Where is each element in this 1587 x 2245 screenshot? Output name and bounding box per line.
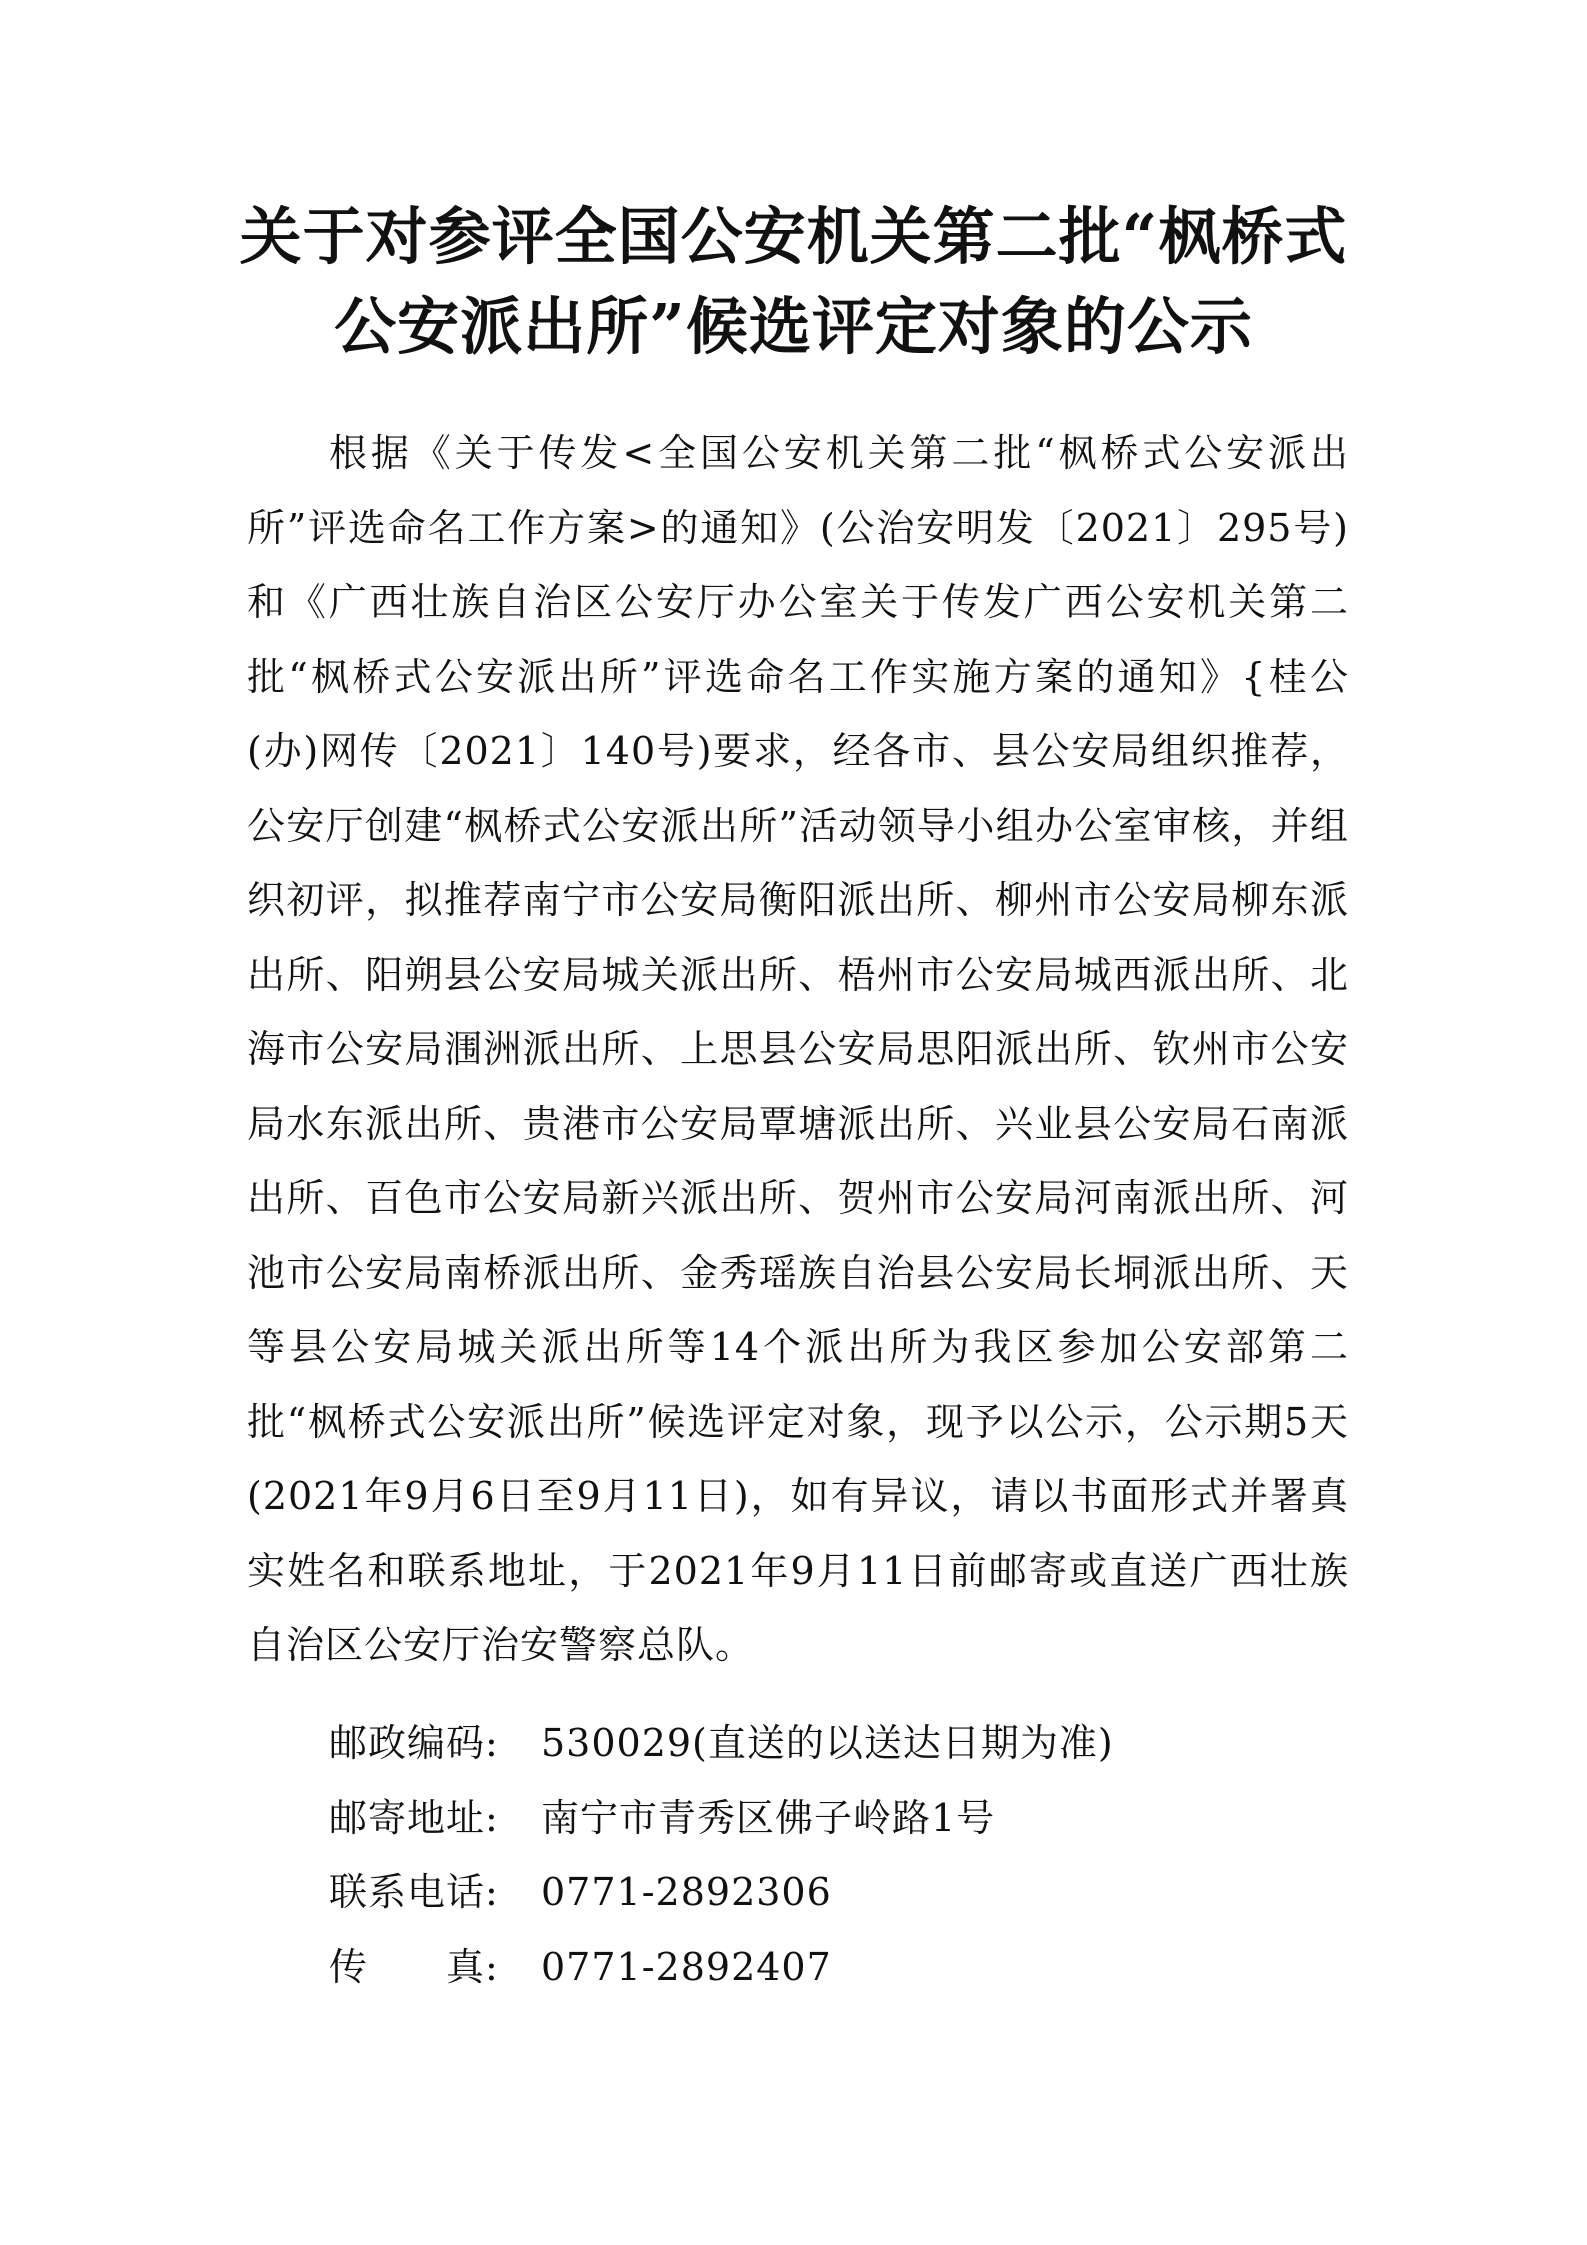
contact-row-fax — [329, 1930, 1329, 2005]
fax-value: 0771-2892407 — [541, 1944, 832, 1989]
body-paragraph: 根据《关于传发<全国公安机关第二批“枫桥式公安派出所”评选命名工作方案>的通知》(公治安明发〔2021〕295号)和《广西壮族自治区公安厅办公室关于传发广西公安机关第二批“枫桥式公安派出所”评选命名工作实施方案的通知》{桂公(办)网传〔2021〕140号)要求，经各市、县公安局组织推荐，公安厅创建“枫桥式公安派出所”活动领导小组办公室审核，并组织初评，拟推荐南宁市公安局衡阳派出所、柳州市公安局柳东派出所、阳朔县公安局城关派出所、梧州市公安局城西派出所、北海市公安局涠洲派出所、上思县公安局思阳派出所、钦州市公安局水东派出所、贵港市公安局覃塘派出所、兴业县公安局石南派出所、百色市公安局新兴派出所、贺州市公安局河南派出所、河池市公安局南桥派出所、金秀瑶族自治县公安局长垌派出所、天等县公安局城关派出所等14个派出所为我区参加公安部第二批“枫桥式公安派出所”候选评定对象，现予以公示，公示期5天(2021年9月6日至9月11日)，如有异议，请以书面形式并署真实姓名和联系地址，于2021年9月11日前邮寄或直送广西壮族自治区公安厅治安警察总队。 — [247, 431, 1349, 1667]
title-line-2: 公安派出所”候选评定对象的公示 — [334, 290, 1253, 363]
fax-label: 传 真: — [329, 1944, 499, 1989]
address-value: 南宁市青秀区佛子岭路1号 — [541, 1795, 996, 1840]
phone-label: 联系电话: — [329, 1870, 499, 1914]
address-label: 邮寄地址: — [329, 1795, 499, 1840]
title-line-1: 关于对参评全国公安机关第二批“枫桥式 — [239, 200, 1348, 273]
postal-code-value: 530029(直送的以送达日期为准) — [541, 1721, 1114, 1765]
contact-row-phone — [329, 1855, 1329, 1930]
phone-value: 0771-2892306 — [541, 1870, 832, 1914]
contact-row-postal-code — [329, 1706, 1329, 1781]
postal-code-label: 邮政编码: — [329, 1721, 499, 1765]
contact-row-address — [329, 1781, 1329, 1856]
contact-info — [329, 1706, 1329, 2004]
document-title — [0, 192, 1587, 372]
